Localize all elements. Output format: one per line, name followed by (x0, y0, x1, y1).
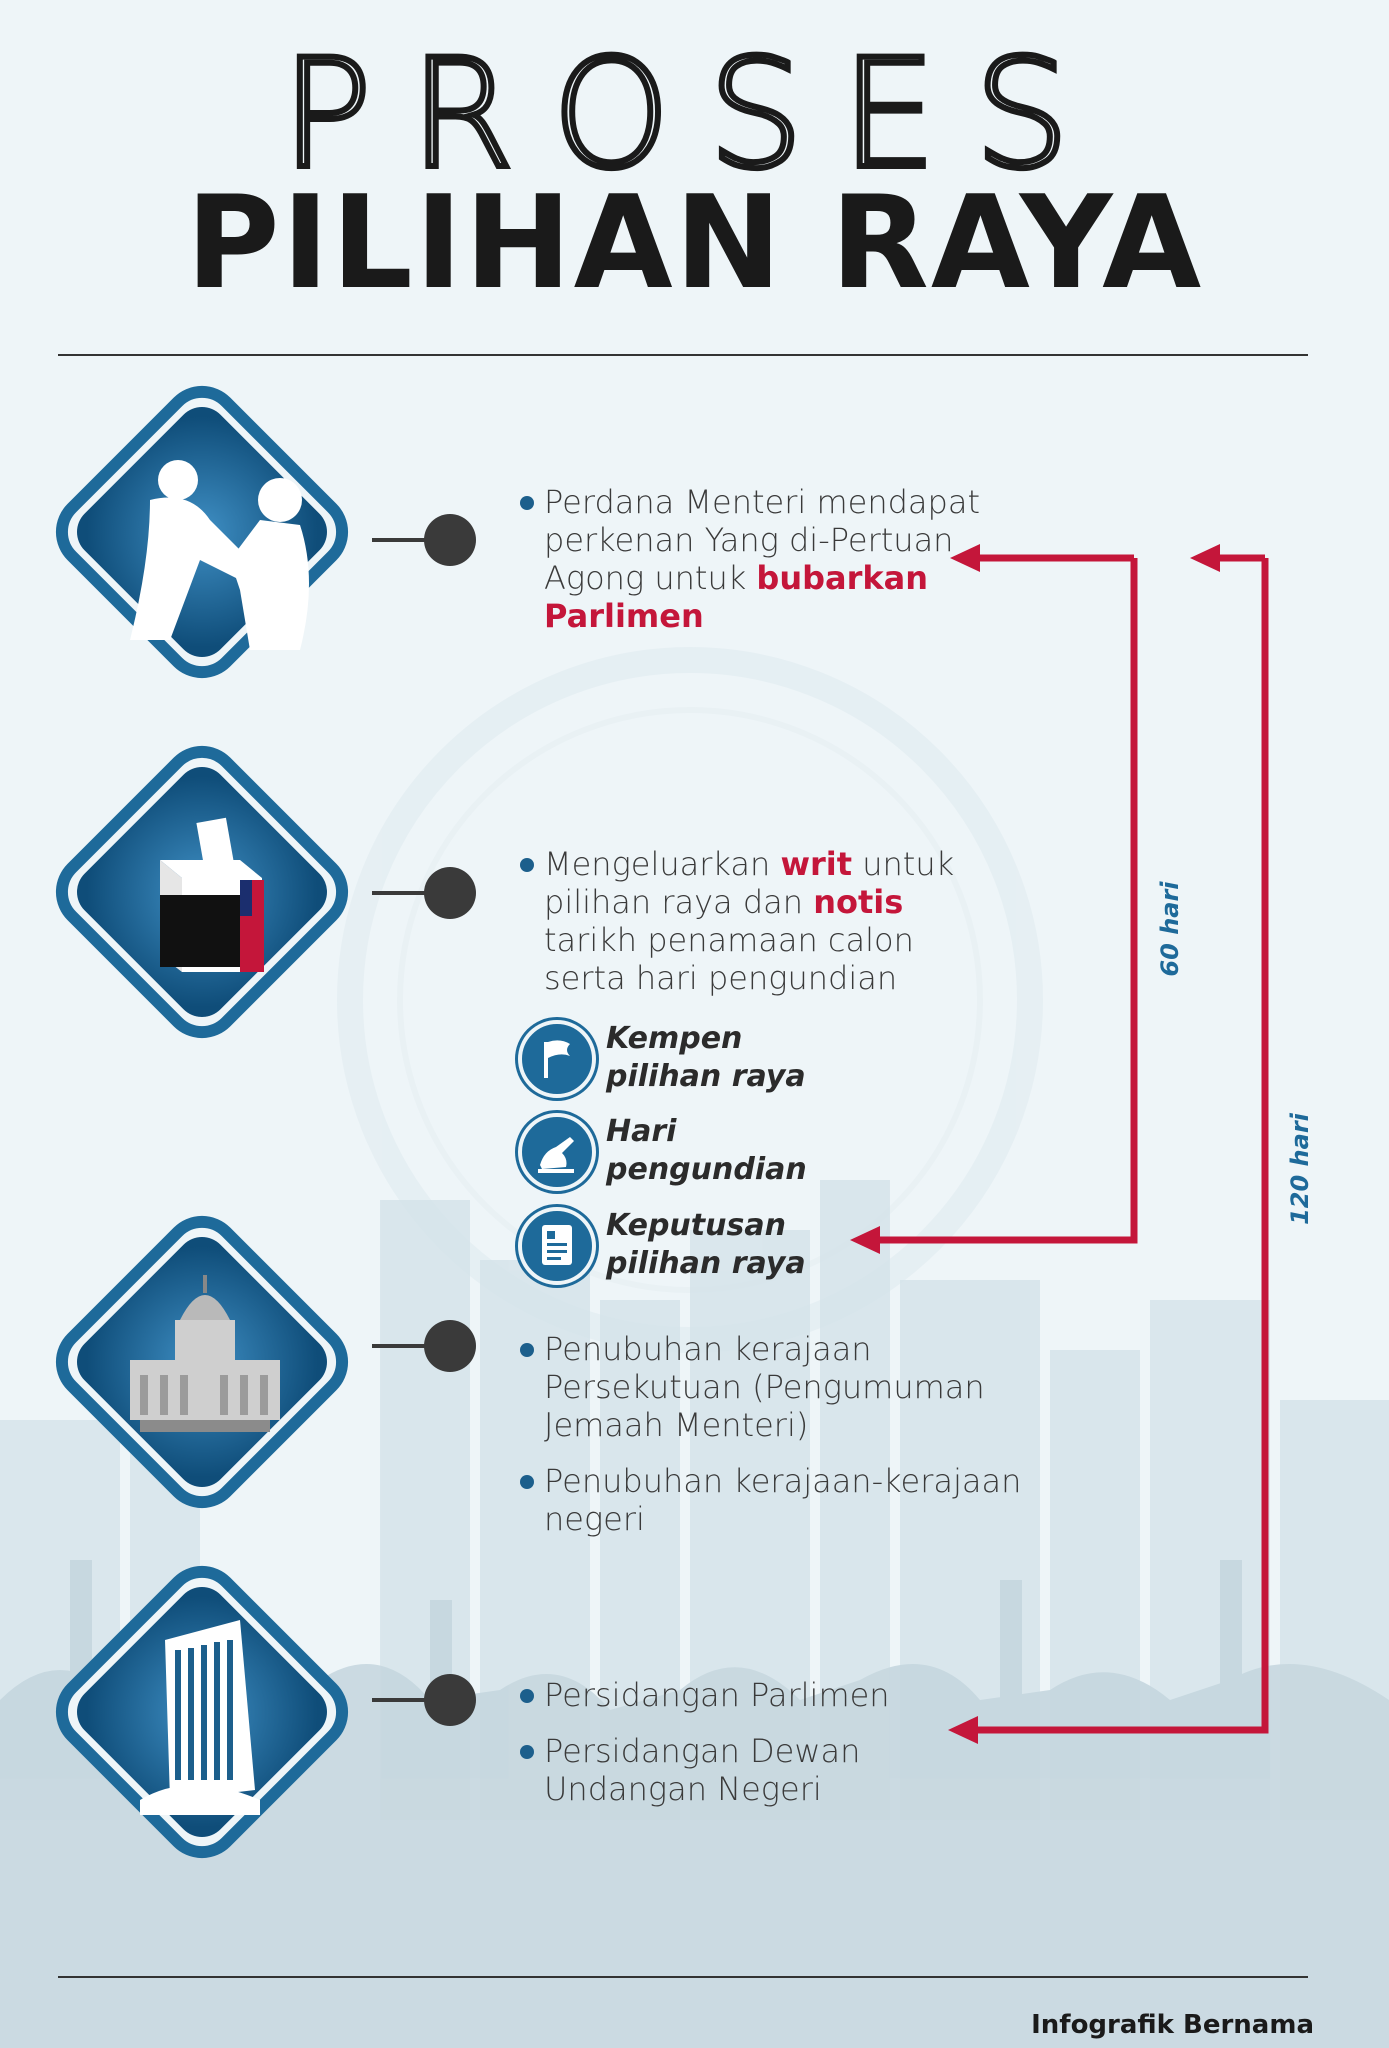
bullet-dot (520, 1475, 534, 1489)
bullet-text: Penubuhan kerajaan-kerajaan negeri (544, 1462, 1022, 1538)
range-120-arrow-bottom (948, 1716, 978, 1744)
sub-item-label: Keputusan pilihan raya (606, 1208, 806, 1281)
step-2-text (520, 845, 980, 997)
bullet-text: Persidangan Parlimen (544, 1676, 890, 1714)
bullet-dot (520, 1343, 534, 1357)
bullet-text: Mengeluarkan (544, 845, 781, 883)
step-3-bullet-2 (520, 1462, 1040, 1538)
bullet-dot (520, 496, 534, 510)
step-2-node (424, 867, 476, 919)
step-3-node (424, 1320, 476, 1372)
bullet-text: Persidangan Dewan Undangan Negeri (544, 1732, 861, 1808)
step-4-diamond (48, 1558, 356, 1866)
range-120-label: 120 hari (1286, 1113, 1314, 1225)
range-120-arrow-top (1190, 544, 1220, 572)
sub-item-keputusan (518, 1207, 848, 1287)
step-3-bullet-1 (520, 1330, 1040, 1444)
footer-divider (58, 1976, 1308, 1978)
range-60-label: 60 hari (1156, 881, 1184, 977)
sub-item-label: Kempen pilihan raya (606, 1021, 806, 1094)
step-2-bullet (520, 845, 980, 997)
document-icon (518, 1207, 596, 1285)
footer-credit: Infografik Bernama (1031, 2010, 1314, 2040)
step-3-diamond (48, 1208, 356, 1516)
bullet-text: tarikh penamaan calon serta hari pengundian (544, 921, 914, 997)
sub-item-label: Hari pengundian (606, 1114, 807, 1187)
bullet-text: untuk pilihan raya dan (544, 845, 955, 921)
bullet-dot (520, 1689, 534, 1703)
sub-item-hari-pengundian (518, 1113, 848, 1193)
flag-icon (518, 1020, 596, 1098)
step-1-text (520, 483, 990, 635)
bullet-text: Perdana Menteri mendapat perkenan Yang di-Pertuan Agong untuk (544, 483, 980, 597)
bullet-dot (520, 858, 534, 872)
bullet-highlight: notis (813, 883, 904, 921)
step-4-bullet-2 (520, 1732, 940, 1808)
step-2-diamond (48, 738, 356, 1046)
step-4-text (520, 1676, 940, 1808)
sub-item-kempen (518, 1020, 848, 1100)
step-3-text (520, 1330, 1040, 1538)
title-line-2: PILIHAN RAYA (185, 169, 1204, 318)
range-60-arrow-bottom (850, 1226, 880, 1254)
step-1-bullet (520, 483, 990, 635)
step-1-diamond (48, 378, 356, 686)
step-1-node (424, 514, 476, 566)
title-line-1: PROSES (281, 28, 1108, 202)
bullet-highlight: writ (780, 845, 853, 883)
vote-hand-icon (518, 1113, 596, 1191)
bullet-text: Penubuhan kerajaan Persekutuan (Pengumuman Jemaah Menteri) (544, 1330, 985, 1444)
range-120-bracket (968, 558, 1265, 1730)
bullet-dot (520, 1745, 534, 1759)
step-4-bullet-1 (520, 1676, 940, 1714)
step-4-node (424, 1674, 476, 1726)
bullet-highlight: bubarkan Parlimen (544, 559, 929, 635)
